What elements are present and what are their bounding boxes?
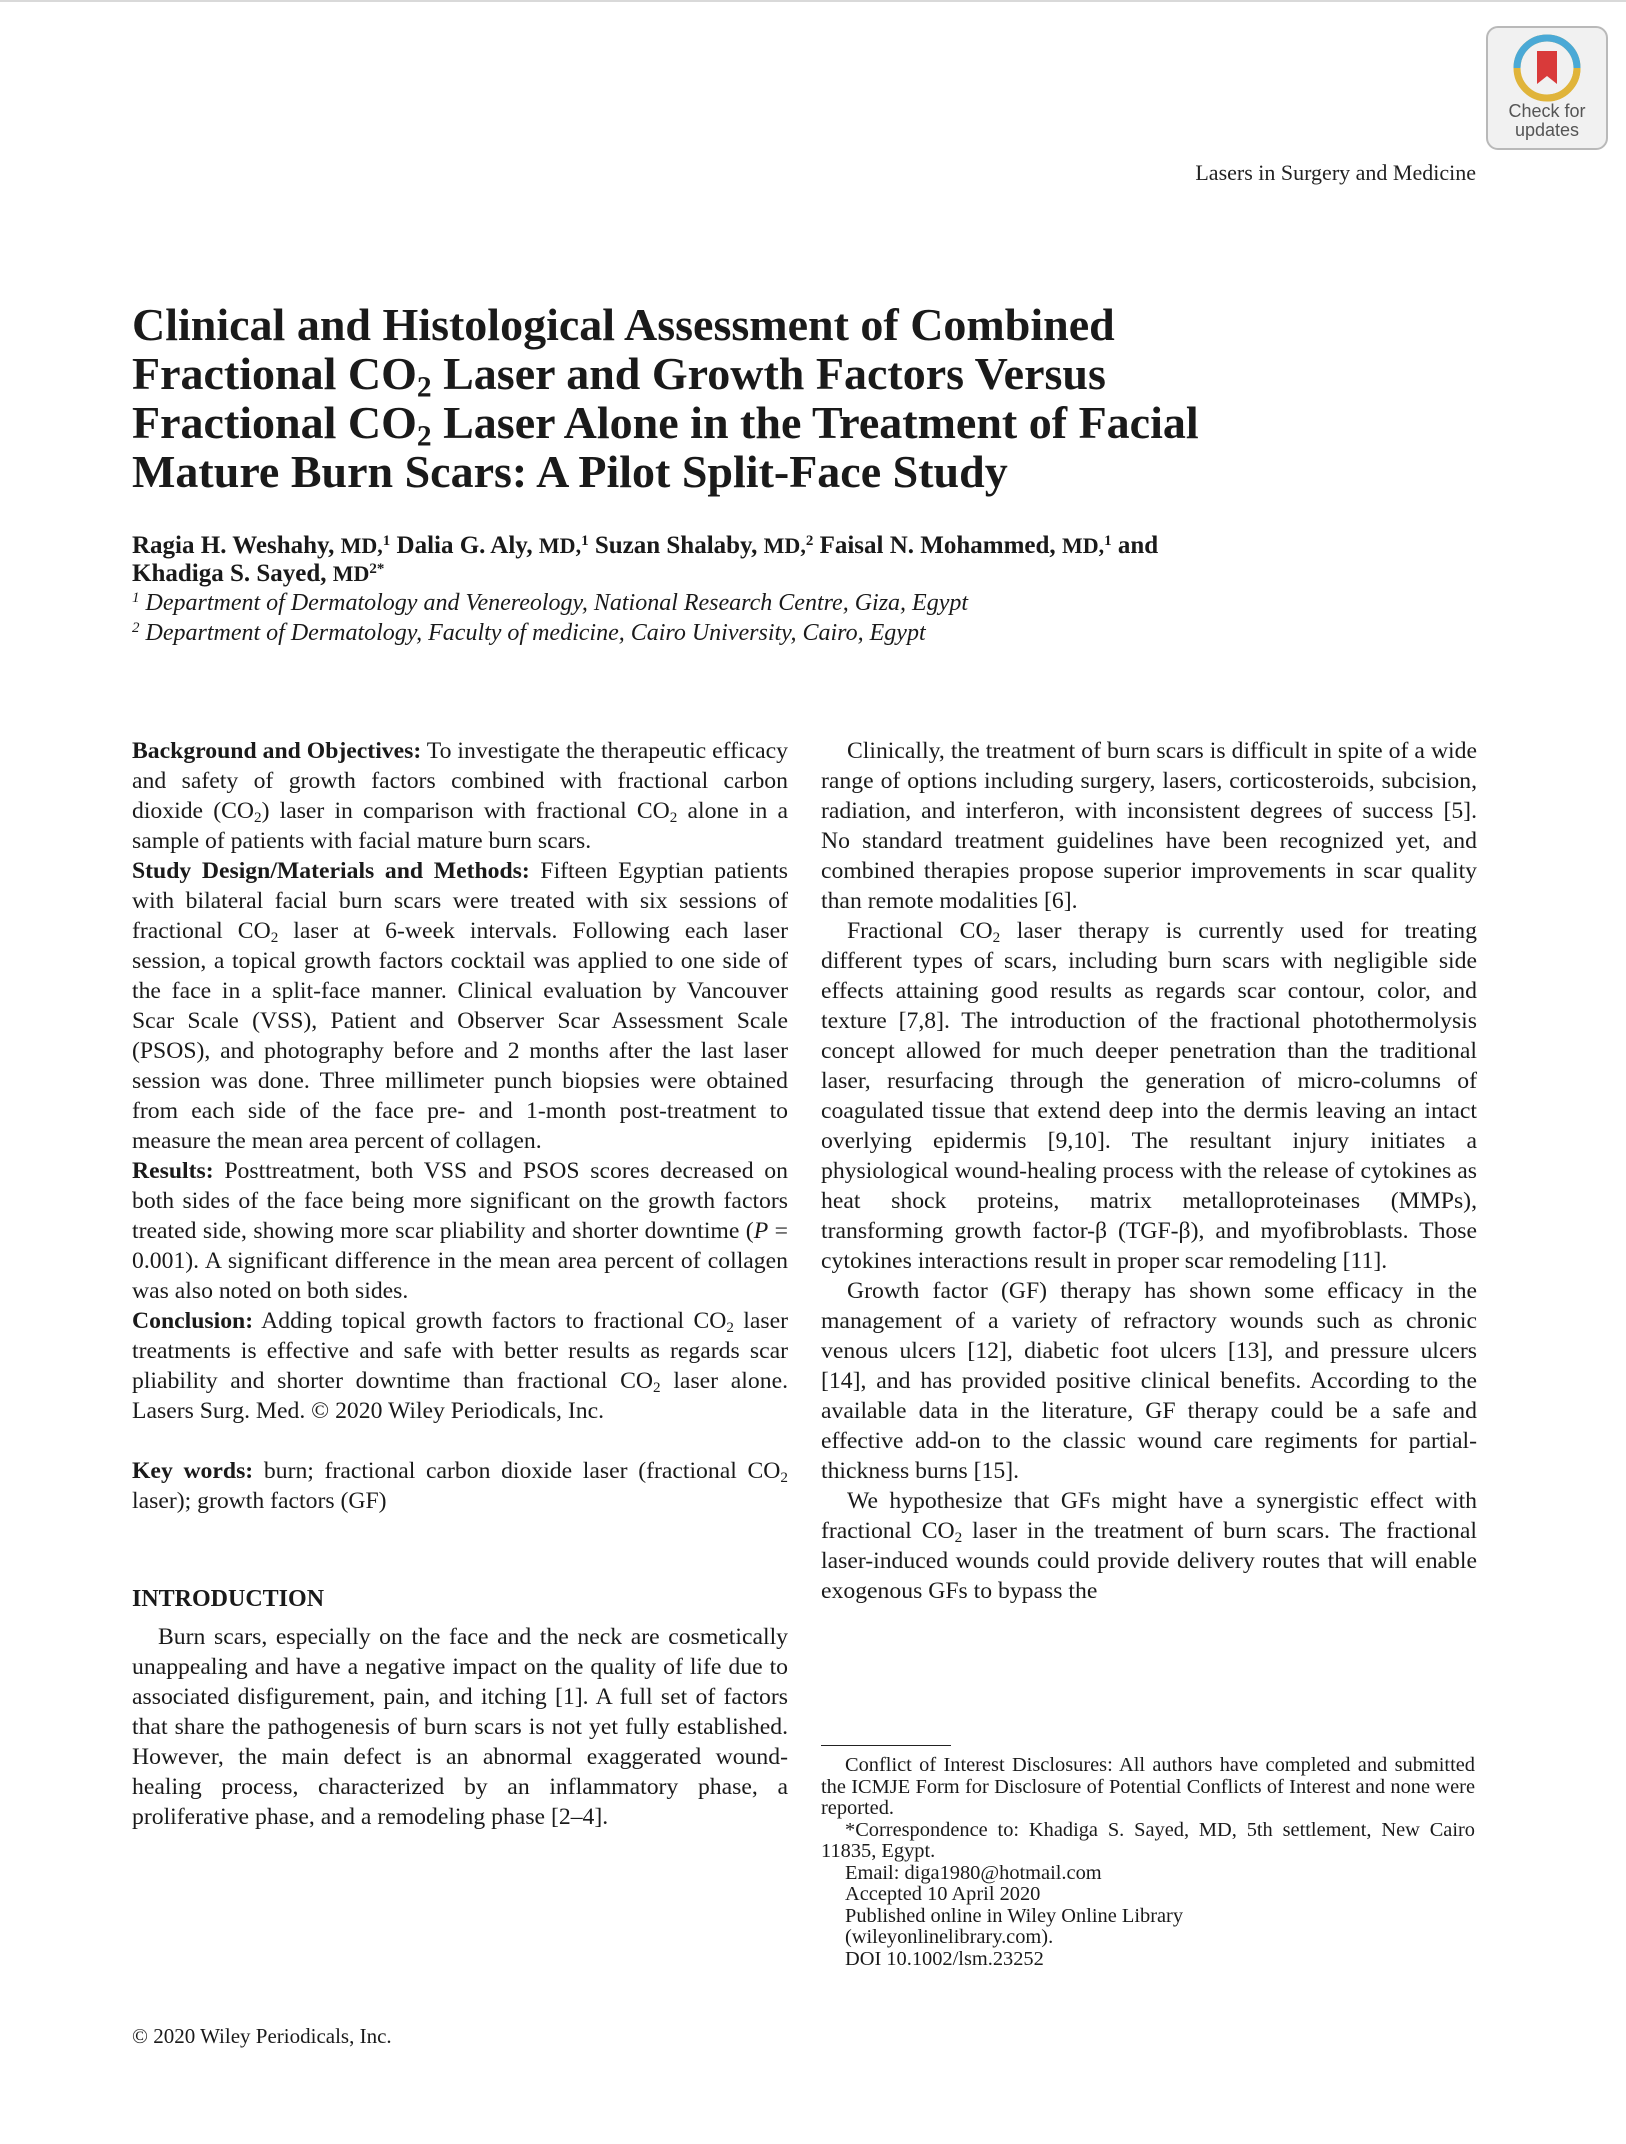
body-paragraph: Fractional $CO_2$ laser therapy is currently used for treating different types of scars, including burn scars with negligible side effects attaining good results as regards scar contour, color, and texture [7,8]. The introduction of the fractional photothermolysis concept allowed for much deeper penetration than the traditional laser, resurfacing through the generation of micro-columns of coagulated tissue that extend deep into the dermis leaving an intact overlying epidermis [9,10]. The resultant injury initiates a physiological wound-healing process with the release of cytokines as heat shock proteins, matrix metalloproteinases (MMPs), transforming growth factor-β (TGF-β), and myofibroblasts. Those cytokines interactions result in proper scar remodeling [11].	[821, 918, 1477, 1274]
body-paragraph: We hypothesize that GFs might have a synergistic effect with fractional $CO_2$ laser in the treatment of burn scars. The fractional laser-induced wounds could provide delivery routes that will enable exogenous GFs to bypass the	[821, 1488, 1477, 1604]
top-border	[0, 0, 1626, 2]
footnotes	[821, 1755, 1475, 1970]
author-line: Khadiga S. Sayed, $MD^{2*}$	[132, 560, 385, 587]
abstract-conclusion: Conclusion: Adding topical growth factors to fractional $CO_2$ laser treatments is effective and safe with better results as regards scar pliability and shorter downtime than fractional $CO_2$ laser alone. Lasers Surg. Med. © 2020 Wiley Periodicals, Inc.	[132, 1308, 789, 1424]
abstract-background: Background and Objectives: To investigate the therapeutic efficacy and safety of growth factors combined with fractional carbon dioxide $(CO_2)$ laser in comparison with fractional $CO_2$ alone in a sample of patients with facial mature burn scars.	[132, 738, 788, 854]
article-title	[132, 300, 1432, 496]
check-for-updates-label: Check for updates	[1508, 101, 1586, 140]
title-line: Clinical and Histological Assessment of Combined	[132, 299, 1115, 350]
affiliation-1: $^1$ Department of Dermatology and Venereology, National Research Centre, Giza, Egypt	[132, 589, 969, 616]
introduction-heading: INTRODUCTION	[132, 1586, 325, 1612]
conflict-disclosure: Conflict of Interest Disclosures: All authors have completed and submitted the ICMJE Form for Disclosure of Potential Conflicts of Interest and none were reported.	[821, 1754, 1475, 1819]
right-column	[821, 736, 1477, 1606]
email[interactable]: Email: diga1980@hotmail.com	[845, 1861, 1102, 1884]
keywords: Key words: burn; fractional carbon dioxide laser (fractional $CO_2$ laser); growth factors (GF)	[132, 1458, 788, 1514]
left-column	[132, 736, 788, 1832]
title-line: Fractional $CO_2$ Laser Alone in the Treatment of Facial	[132, 397, 1199, 453]
accepted-date: Accepted 10 April 2020	[845, 1883, 1041, 1905]
title-line: Mature Burn Scars: A Pilot Split-Face Study	[132, 446, 1008, 497]
doi[interactable]: DOI 10.1002/lsm.23252	[845, 1947, 1044, 1970]
abstract-study-design: Study Design/Materials and Methods: Fifteen Egyptian patients with bilateral facial burn scars were treated with six sessions of fractional $CO_2$ laser at 6-week intervals. Following each laser session, a topical growth factors cocktail was applied to one side of the face in a split-face manner. Clinical evaluation by Vancouver Scar Scale (VSS), Patient and Observer Scar Assessment Scale (PSOS), and photography before and 2 months after the last laser session was done. Three millimeter punch biopsies were obtained from each side of the face pre- and 1-month post-treatment to measure the mean area percent of collagen.	[132, 858, 788, 1154]
published-online: Published online in Wiley Online Library	[845, 1904, 1184, 1927]
body-paragraph: Clinically, the treatment of burn scars is difficult in spite of a wide range of options including surgery, lasers, corticosteroids, subcision, radiation, and interferon, with inconsistent degrees of success [5]. No standard treatment guidelines have been recognized yet, and combined therapies propose superior improvements in scar quality than remote modalities [6].	[821, 738, 1477, 914]
copyright-notice: © 2020 Wiley Periodicals, Inc.	[132, 2024, 392, 2048]
affiliation-2: $^2$ Department of Dermatology, Faculty of medicine, Cairo University, Cairo, Egypt	[132, 619, 926, 646]
crossmark-icon	[1513, 34, 1581, 102]
body-paragraph: Growth factor (GF) therapy has shown some efficacy in the management of a variety of refractory wounds such as chronic venous ulcers [12], diabetic foot ulcers [13], and pressure ulcers [14], and has provided positive clinical benefits. According to the available data in the literature, GF therapy could be a safe and effective add-on to the classic wound care regiments for partial-thickness burns [15].	[821, 1278, 1477, 1484]
journal-name: Lasers in Surgery and Medicine	[1195, 160, 1476, 185]
author-line: Ragia H. Weshahy, MD,$^1$ Dalia G. Aly, MD,$^1$ Suzan Shalaby, MD,$^2$ Faisal N. Mohammed, MD,$^1$ and	[132, 532, 1159, 559]
check-for-updates-button[interactable]	[1486, 26, 1608, 150]
correspondence: *Correspondence to: Khadiga S. Sayed, MD, 5th settlement, New Cairo 11835, Egypt.	[821, 1818, 1475, 1862]
introduction-paragraph: Burn scars, especially on the face and the neck are cosmetically unappealing and have a negative impact on the quality of life due to associated disfigurement, pain, and itching [1]. A full set of factors that share the pathogenesis of burn scars is not yet fully established. However, the main defect is an abnormal exaggerated wound-healing process, characterized by an inflammatory phase, a proliferative phase, and a remodeling phase [2–4].	[132, 1624, 788, 1830]
publisher-site[interactable]: (wileyonlinelibrary.com).	[845, 1926, 1054, 1948]
author-list	[132, 532, 1462, 588]
abstract-results: Results: Posttreatment, both VSS and PSOS scores decreased on both sides of the face being more significant on the growth factors treated side, showing more scar pliability and shorter downtime (P = 0.001). A significant difference in the mean area percent of collagen was also noted on both sides.	[132, 1158, 788, 1304]
title-line: Fractional $CO_2$ Laser and Growth Factors Versus	[132, 348, 1106, 404]
footnote-rule	[821, 1745, 951, 1746]
